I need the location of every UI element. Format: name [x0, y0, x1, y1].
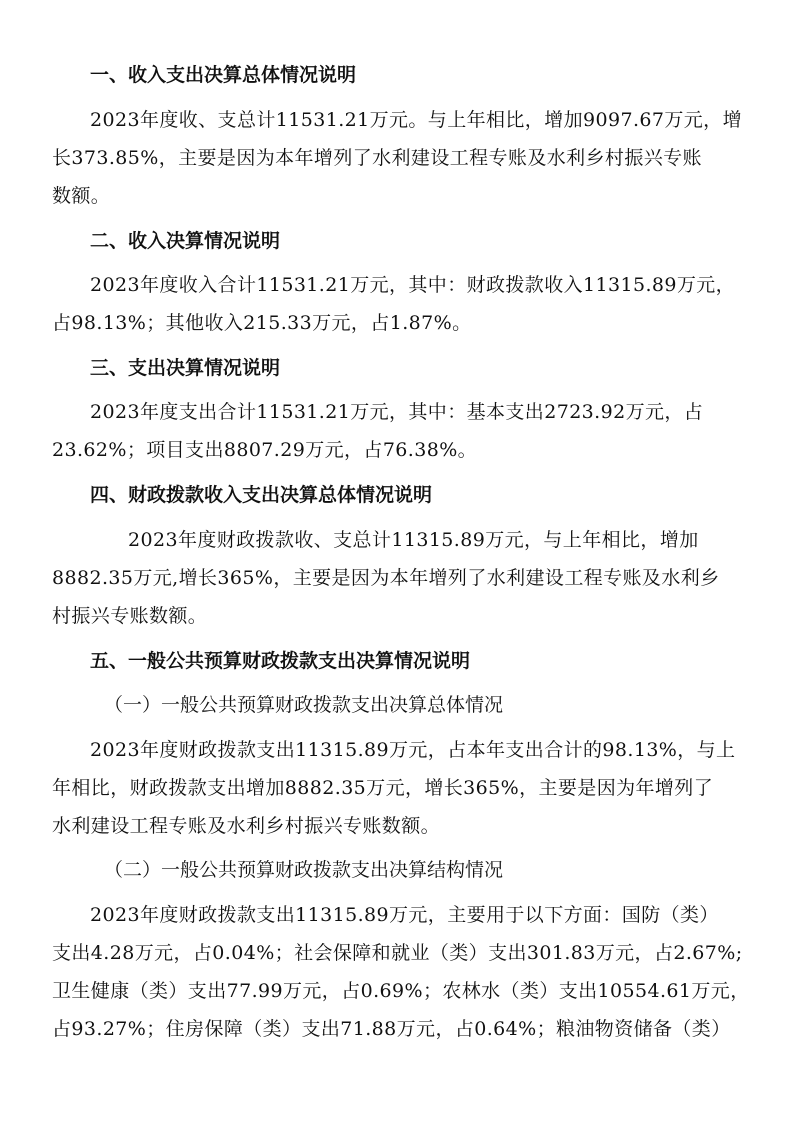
section-4-line-1: 2023年度财政拨款收、支总计11315.89万元，与上年相比，增加	[128, 529, 699, 551]
subsection-5-2-line-1: 2023年度财政拨款支出11315.89万元，主要用于以下方面：国防（类）	[90, 904, 719, 926]
subsection-5-2-heading: （二）一般公共预算财政拨款支出决算结构情况	[104, 859, 504, 881]
section-1-heading: 一、收入支出决算总体情况说明	[90, 64, 357, 86]
section-2-line-1: 2023年度收入合计11531.21万元，其中：财政拨款收入11315.89万元，	[90, 274, 736, 296]
section-3-line-2: 23.62%；项目支出8807.29万元，占76.38%。	[52, 439, 478, 461]
subsection-5-2-line-3: 卫生健康（类）支出77.99万元，占0.69%；农林水（类）支出10554.61万元，	[52, 980, 750, 1002]
section-2-heading: 二、收入决算情况说明	[90, 230, 281, 252]
section-4-line-3: 村振兴专账数额。	[52, 605, 208, 627]
section-3-line-1: 2023年度支出合计11531.21万元，其中：基本支出2723.92万元，占	[90, 401, 704, 423]
subsection-5-2-line-2: 支出4.28万元，占0.04%；社会保障和就业（类）支出301.83万元，占2.67%;	[52, 942, 743, 964]
section-5-heading: 五、一般公共预算财政拨款支出决算情况说明	[90, 650, 471, 672]
section-4-line-2: 8882.35万元,增长365%，主要是因为本年增列了水利建设工程专账及水利乡	[52, 567, 720, 589]
subsection-5-2-line-4: 占93.27%；住房保障（类）支出71.88万元，占0.64%；粮油物资储备（类）	[52, 1018, 731, 1040]
subsection-5-1-line-1: 2023年度财政拨款支出11315.89万元，占本年支出合计的98.13%，与上	[90, 739, 736, 761]
section-1-line-2: 长373.85%，主要是因为本年增列了水利建设工程专账及水利乡村振兴专账	[52, 147, 702, 169]
section-4-heading: 四、财政拨款收入支出决算总体情况说明	[90, 484, 433, 506]
section-1-line-1: 2023年度收、支总计11531.21万元。与上年相比，增加9097.67万元，增	[90, 109, 742, 131]
section-3-heading: 三、支出决算情况说明	[90, 357, 281, 379]
subsection-5-1-line-3: 水利建设工程专账及水利乡村振兴专账数额。	[52, 815, 441, 837]
section-2-line-2: 占98.13%；其他收入215.33万元，占1.87%。	[52, 312, 472, 334]
subsection-5-1-heading: （一）一般公共预算财政拨款支出决算总体情况	[104, 694, 504, 716]
subsection-5-1-line-2: 年相比，财政拨款支出增加8882.35万元，增长365%，主要是因为年增列了	[52, 777, 714, 799]
section-1-line-3: 数额。	[52, 185, 111, 207]
